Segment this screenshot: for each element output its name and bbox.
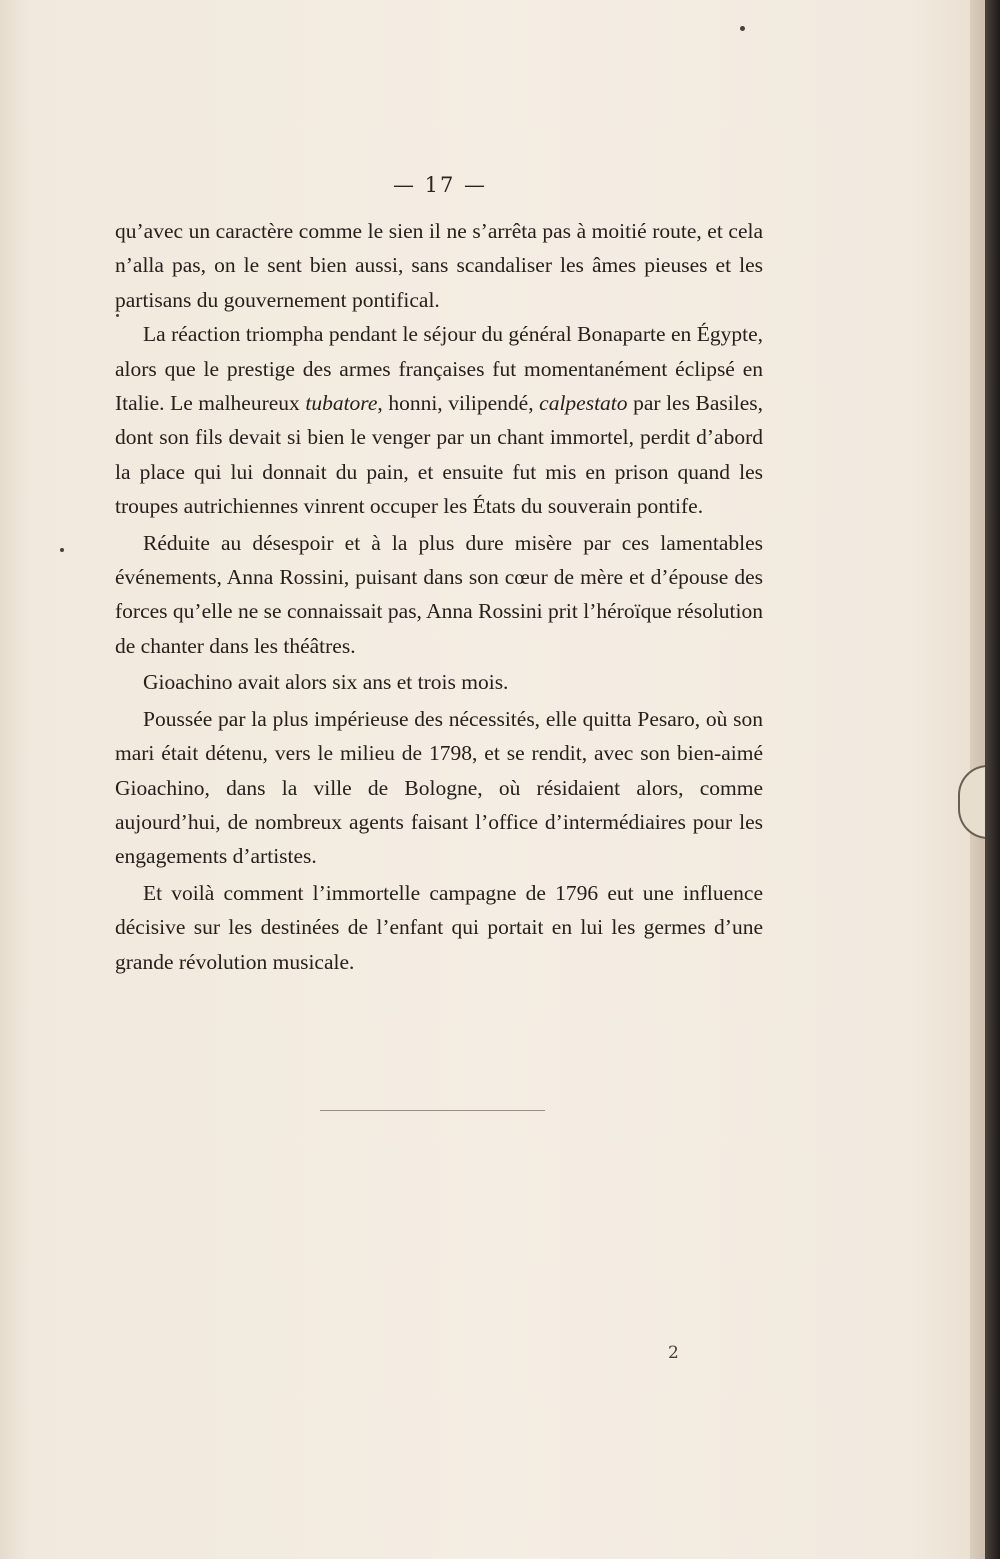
italic-word-calpestato: calpestato xyxy=(539,391,628,416)
paragraph-5: Poussée par la plus impérieuse des nécessités, elle quitta Pesaro, où son mari était détenu, vers le milieu de 1798, et se rendit, avec son bien-aimé Gioachino, dans la ville de Bologne, où résidaient alors, comme aujourd’hui, de nombreux agents faisant l’office d’intermédiaires pour les engagements d’artistes. xyxy=(115,706,763,869)
page-tab-notch xyxy=(958,765,985,839)
paragraph-2-part-a: La réaction triompha pendant le séjour du général Bonaparte en Égypte, alors que le prestige des armes françaises fut momentanément éclipsé en Italie. Le malheureux xyxy=(115,322,763,416)
end-rule xyxy=(320,1110,545,1111)
ink-speck xyxy=(116,314,119,317)
paragraph-3: Réduite au désespoir et à la plus dure misère par ces lamentables événements, Anna Rossini, puisant dans son cœur de mère et d’épouse des forces qu’elle ne se connaissait pas, Anna Rossini prit l’héroïque résolution de chanter dans les théâtres. xyxy=(115,530,763,658)
page-number-header: — 17 — xyxy=(392,173,488,197)
paragraph-2 xyxy=(115,317,763,523)
paragraph-4: Gioachino avait alors six ans et trois mois. xyxy=(143,670,509,695)
body-text xyxy=(115,214,763,979)
italic-word-tubatore: tubatore xyxy=(305,391,378,416)
signature-mark: 2 xyxy=(668,1343,679,1363)
ink-speck xyxy=(740,26,745,31)
ink-speck xyxy=(60,548,64,552)
paragraph-2-part-c: par les Basiles, dont son fils devait si bien le venger par un chant immortel, perdit d’abord la place qui lui donnait du pain, et ensuite fut mis en prison quand les troupes autrichiennes vinrent occuper les États du souverain pontife. xyxy=(115,391,763,519)
paragraph-6: Et voilà comment l’immortelle campagne de 1796 eut une influence décisive sur les destinées de l’enfant qui portait en lui les germes d’une grande révolution musicale. xyxy=(115,880,763,974)
book-spine xyxy=(985,0,1000,1559)
paragraph-1: qu’avec un caractère comme le sien il ne s’arrêta pas à moitié route, et cela n’alla pas, on le sent bien aussi, sans scandaliser les âmes pieuses et les partisans du gouvernement pontifical. xyxy=(115,219,763,312)
paragraph-2-part-b: , honni, vilipendé, xyxy=(377,391,540,416)
